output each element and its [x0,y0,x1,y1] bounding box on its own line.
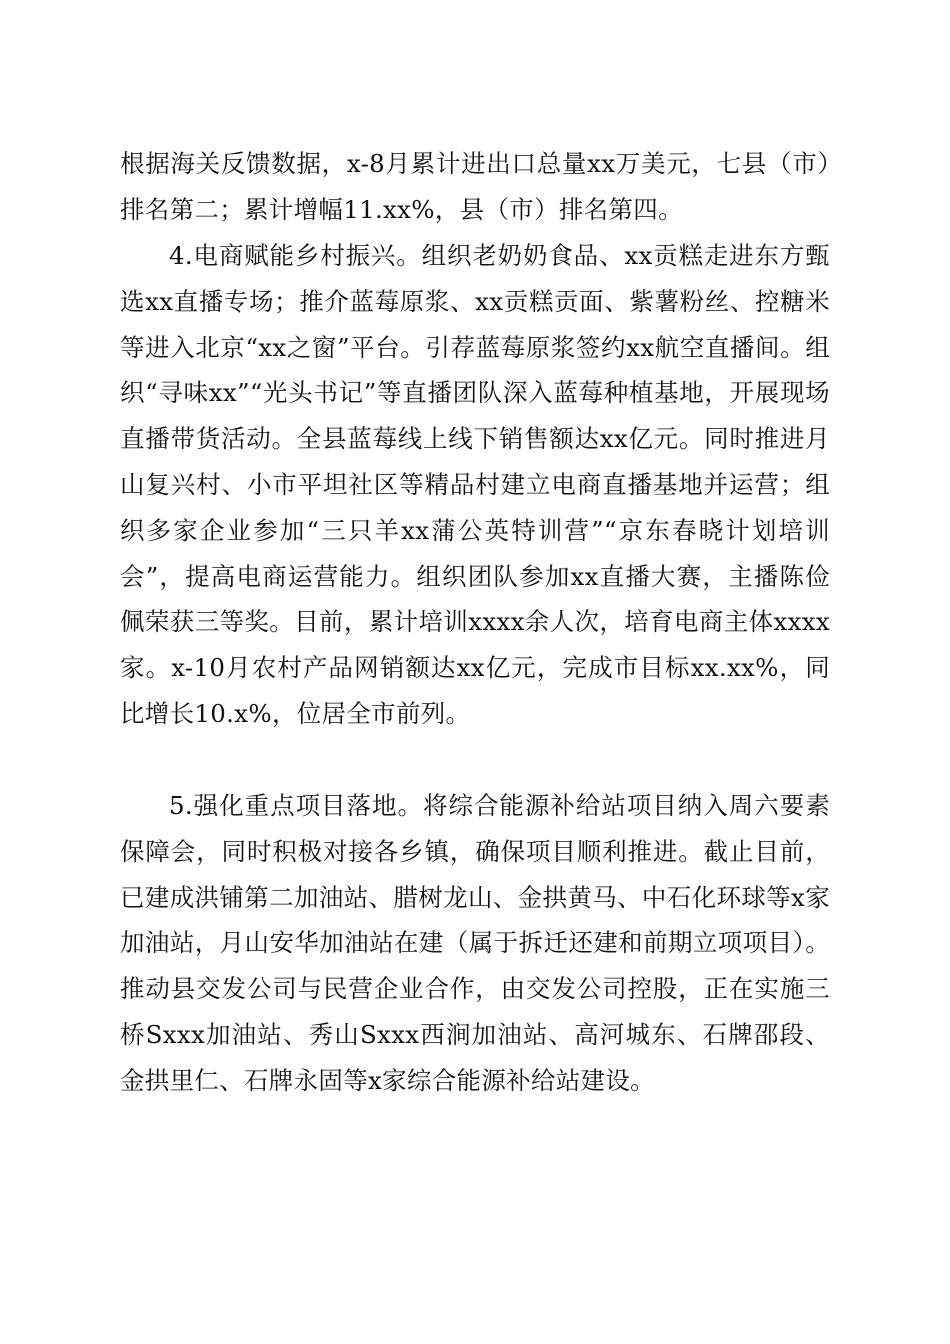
paragraph-text: 5.强化重点项目落地。将综合能源补给站项目纳入周六要素保障会，同时积极对接各乡镇，确保项目顺利推进。截止目前，已建成洪铺第二加油站、腊树龙山、金拱黄马、中石化环球等x家加油站，月山安华加油站在建（属于拆迁还建和前期立项项目）。推动县交发公司与民营企业合作，由交发公司控股，正在实施三桥Sxxx加油站、秀山Sxxx西涧加油站、高河城东、石牌邵段、金拱里仁、石牌永固等x家综合能源补给站建设。 [120,791,830,1095]
paragraph-key-projects [120,783,830,1104]
paragraph-text: 4.电商赋能乡村振兴。组织老奶奶食品、xx贡糕走进东方甄选xx直播专场；推介蓝莓原浆、xx贡糕贡面、紫薯粉丝、控糖米等进入北京“xx之窗”平台。引荐蓝莓原浆签约xx航空直播间。组织“寻味xx”“光头书记”等直播团队深入蓝莓种植基地，开展现场直播带货活动。全县蓝莓线上线下销售额达xx亿元。同时推进月山复兴村、小市平坦社区等精品村建立电商直播基地并运营；组织多家企业参加“三只羊xx蒲公英特训营”“京东春晓计划培训会”，提高电商运营能力。组织团队参加xx直播大赛，主播陈俭佩荣获三等奖。目前，累计培训xxxx余人次，培育电商主体xxxx家。x-10月农村产品网销额达xx亿元，完成市目标xx.xx%，同比增长10.x%，位居全市前列。 [120,241,830,728]
paragraph-text: 根据海关反馈数据，x-8月累计进出口总量xx万美元，七县（市）排名第二；累计增幅11.xx%，县（市）排名第四。 [120,149,830,224]
paragraph-continuation [120,141,830,233]
paragraph-ecommerce [120,233,830,737]
